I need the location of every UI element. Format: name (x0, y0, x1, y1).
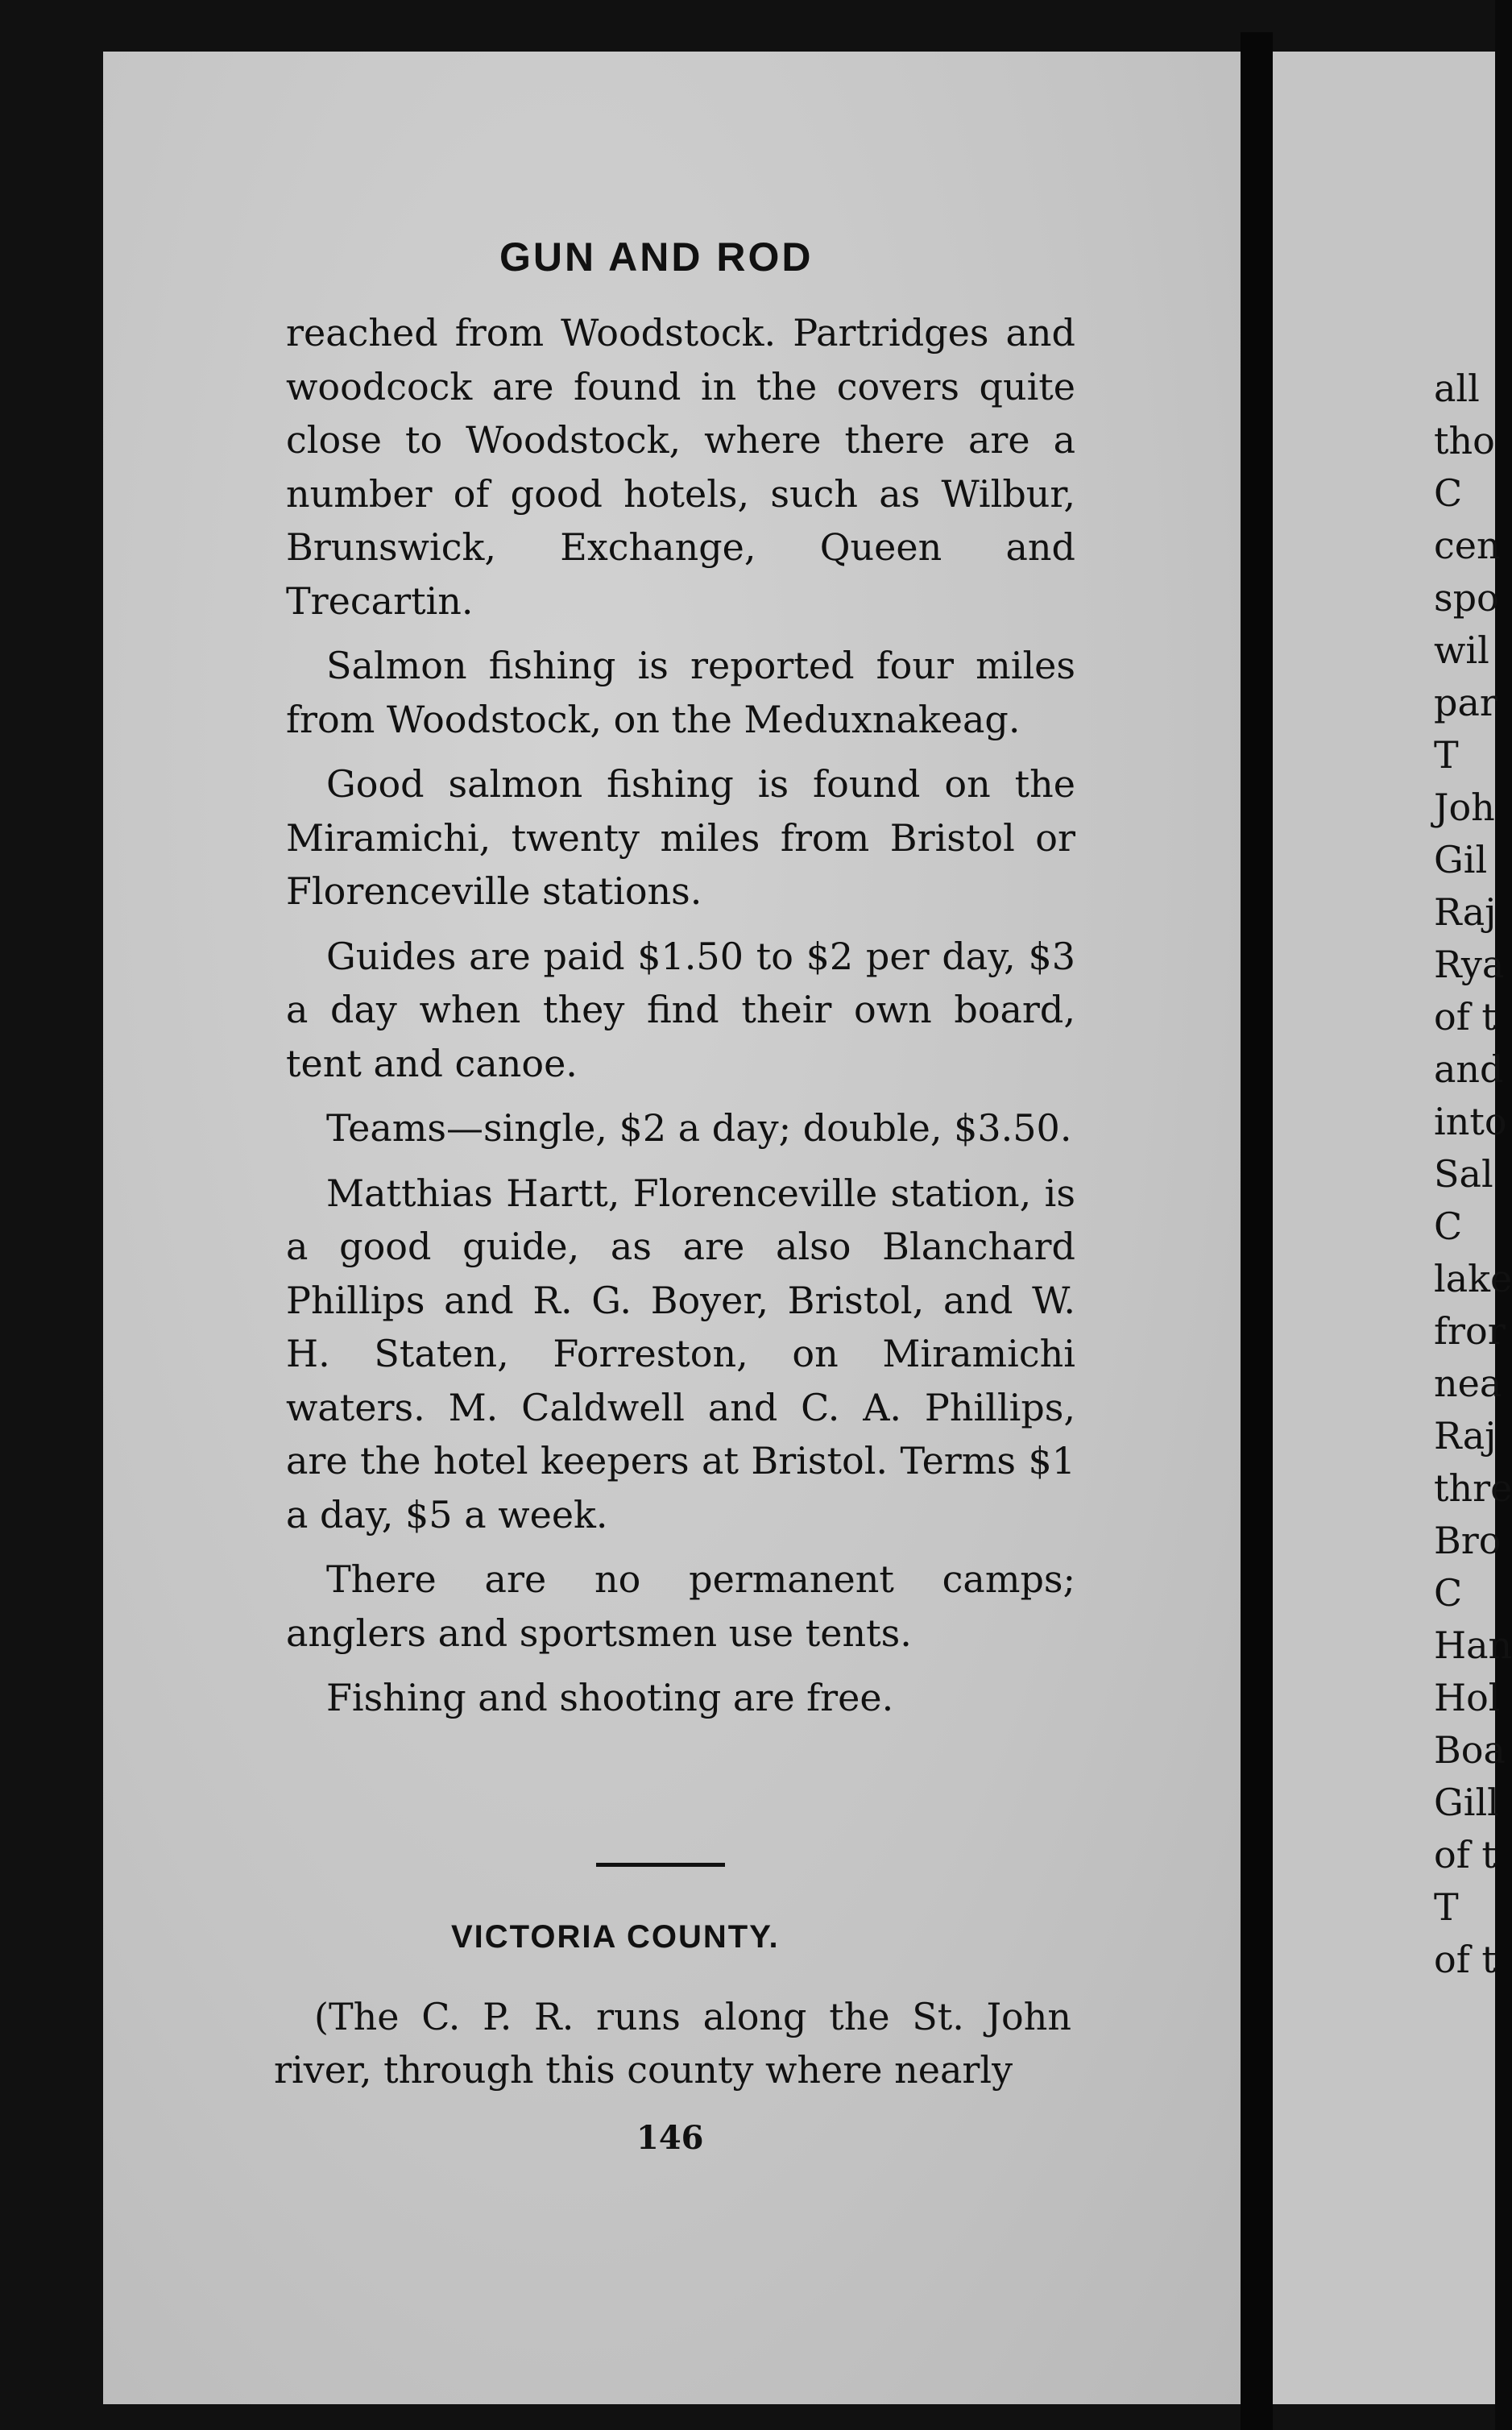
right-page-fragment: of t (1434, 995, 1497, 1039)
right-page-fragment: lake (1434, 1257, 1512, 1300)
right-page-fragment: Gill (1434, 1781, 1499, 1824)
right-page-fragment: par (1434, 681, 1498, 724)
right-page-fragment: Raj (1434, 1414, 1497, 1458)
section-text (274, 1990, 1071, 2096)
body-text (286, 306, 1075, 1736)
paragraph: Teams—single, $2 a day; double, $3.50. (326, 1106, 1072, 1150)
right-page-fragment: Joh (1434, 786, 1495, 829)
right-page-fragment: C (1434, 1205, 1463, 1248)
running-head: GUN AND ROD (499, 234, 814, 280)
right-page-fragment: fror (1434, 1309, 1506, 1353)
right-page-fragment: Boa (1434, 1728, 1506, 1772)
right-page-fragment: cen (1434, 524, 1501, 567)
paragraph: Salmon fishing is reported four miles from Woodstock, on the Meduxnakeag. (286, 644, 1075, 741)
section-divider (596, 1863, 725, 1867)
right-page-fragment: Han (1434, 1623, 1512, 1667)
right-page-fragment: wil (1434, 628, 1489, 672)
paragraph: Guides are paid $1.50 to $2 per day, $3 a day when they find their own board, tent and canoe. (286, 934, 1075, 1085)
right-page-fragment: Raj (1434, 890, 1497, 934)
right-page-fragment: into (1434, 1100, 1507, 1143)
right-page-fragment: T (1434, 1885, 1459, 1929)
right-page-fragment: and (1434, 1047, 1504, 1091)
paragraph: Matthias Hartt, Florenceville station, is a good guide, as are also Blanchard Phillips and R. G. Boyer, Bristol, and W. H. Staten, Forreston, on Miramichi waters. M. Caldwell and C. A. Phillips, are the hotel keepers at Bristol. Terms $1 a day, $5 a week. (286, 1171, 1075, 1536)
right-page-fragment: Gil (1434, 838, 1488, 881)
paragraph: (The C. P. R. runs along the St. John river, through this county where nearly (274, 1995, 1071, 2092)
right-page-fragment: thre (1434, 1466, 1512, 1510)
right-page-fragment: T (1434, 733, 1459, 777)
right-page-fragment: spo (1434, 576, 1499, 620)
paragraph: Good salmon fishing is found on the Miramichi, twenty miles from Bristol or Florenceville stations. (286, 762, 1075, 913)
section-heading: VICTORIA COUNTY. (451, 1919, 780, 1955)
right-page-fragment: nea (1434, 1362, 1502, 1405)
page-gutter (1241, 32, 1273, 2430)
page-number: 146 (636, 2119, 704, 2157)
paragraph: Fishing and shooting are free. (326, 1676, 894, 1719)
right-page-fragment: Hol (1434, 1676, 1501, 1719)
right-page-fragment: Sal (1434, 1152, 1493, 1196)
right-page-fragment: C (1434, 1571, 1463, 1615)
paragraph: There are no permanent camps; anglers and sportsmen use tents. (286, 1557, 1075, 1655)
right-page-fragment: all (1434, 367, 1480, 410)
paragraph: reached from Woodstock. Partridges and woodcock are found in the covers quite close to Woodstock, where there are a number of good hotels, such as Wilbur, Brunswick, Exchange, Queen and Trecartin. (286, 311, 1075, 623)
right-page-fragment: tho (1434, 419, 1495, 462)
right-page-fragment: Bro (1434, 1519, 1502, 1562)
right-page-fragment: of t (1434, 1833, 1497, 1876)
right-page-fragment: Rya (1434, 943, 1505, 986)
right-page-text-fragments (1434, 363, 1512, 1986)
right-page-fragment: C (1434, 471, 1463, 515)
right-page-fragment: of t (1434, 1938, 1497, 1981)
